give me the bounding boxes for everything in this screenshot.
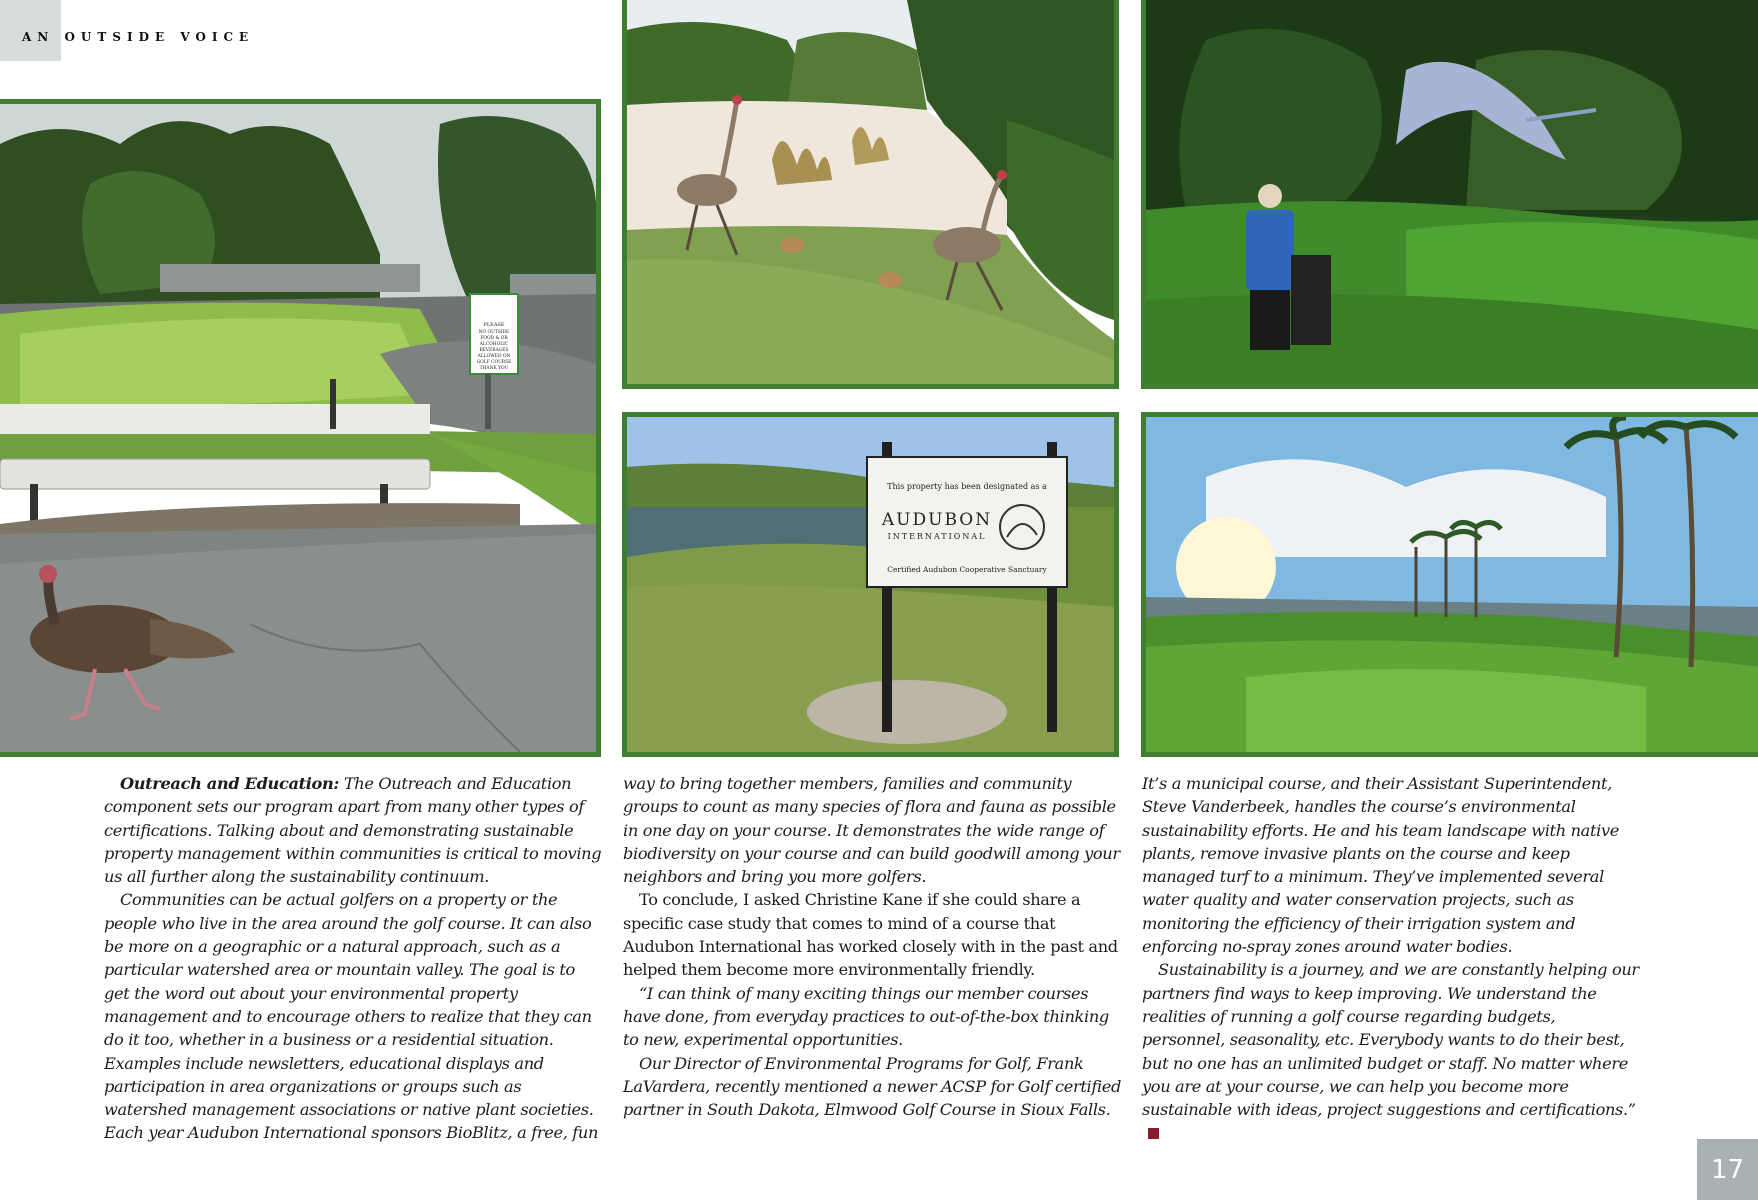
quote-paragraph-1: “I can think of many exciting things our member courses have done, from everyday practices to out-of-the-box thinking to new, experimental opportunities. — [623, 983, 1109, 1050]
sustainability-text: Sustainability is a journey, and we are constantly helping our partners find ways to keep improving. We understand the realities of running a golf course regarding budgets, personnel, seasonality, etc. Everybody wants to do their best, but no one has an unlimited budget or staff. No matter where you are at your course, we can help you become more sustainable with ideas, project suggestions and certifications.” — [1142, 960, 1639, 1120]
sign-line-4: ALCOHOLIC — [479, 342, 509, 347]
page-number: 17 — [1697, 1139, 1758, 1200]
conclusion-paragraph: To conclude, I asked Christine Kane if she could share a specific case study that comes to mind of a course that Audubon International has worked closely with in the past and helped them become more environmentally friendly. — [623, 890, 1118, 980]
sign-line-5: BEVERAGES — [479, 348, 509, 353]
square-end-mark-icon — [1148, 1128, 1159, 1139]
audubon-sign-line-1: This property has been designated as a — [887, 482, 1047, 491]
sign-line-2: NO OUTSIDE — [478, 330, 510, 335]
audubon-sign-photo — [622, 412, 1119, 757]
outreach-paragraph — [104, 772, 604, 888]
communities-paragraph: Communities can be actual golfers on a property or the people who live in the area around the golf course. It can also be more on a geographic or a natural approach, such as a particular watershed area or mountain valley. The goal is to get the word out about your environmental property management and to encourage others to realize that they can do it too, whether in a business or a residential situation. Examples include newsletters, educational displays and participation in area organizations or groups such as watershed management associations or native plant societies. Each year Audubon International sponsors BioBlitz, a free, fun — [104, 890, 599, 1143]
turkey-putting-green-photo — [0, 99, 601, 757]
sandhill-cranes-photo — [622, 0, 1119, 389]
article-column-2 — [623, 772, 1123, 1121]
sign-line-7: GOLF COURSE — [476, 360, 512, 365]
elmwood-paragraph: It’s a municipal course, and their Assistant Superintendent, Steve Vanderbeek, handles the course’s environmental sustainability efforts. He and his team landscape with native plants, remove invasive plants on the course and keep managed turf to a minimum. They’ve implemented several water quality and water conservation projects, such as monitoring the efficiency of their irrigation system and enforcing no-spray zones around water bodies. — [1142, 774, 1619, 957]
bioblitz-paragraph: way to bring together members, families and community groups to count as many species of flora and fauna as possible in one day on your course. It demonstrates the wide range of biodiversity on your course and can build goodwill among your neighbors and bring you more golfers. — [623, 774, 1120, 887]
palm-course-photo — [1141, 412, 1758, 757]
sign-line-8: THANK YOU — [479, 366, 509, 371]
audubon-sign-line-3: Certified Audubon Cooperative Sanctuary — [887, 565, 1047, 574]
sustainability-paragraph — [1142, 958, 1642, 1144]
section-label: AN OUTSIDE VOICE — [22, 30, 255, 44]
sign-line-6: ALLOWED ON — [477, 354, 511, 359]
audubon-sign-brand-1: AUDUBON — [881, 510, 993, 530]
quote-paragraph-2: Our Director of Environmental Programs for Golf, Frank LaVardera, recently mentioned a newer ACSP for Golf certified partner in South Dakota, Elmwood Golf Course in Sioux Falls. — [623, 1053, 1122, 1120]
sign-line-1: PLEASE — [483, 322, 505, 328]
sign-line-3: FOOD & OR — [480, 336, 508, 341]
golfer-heron-photo — [1141, 0, 1758, 389]
outreach-lead: Outreach and Education: — [120, 774, 340, 793]
outreach-text: The Outreach and Education component sets our program apart from many other types of certifications. Talking about and demonstrating sustainable property management within communities is critical to moving us all further along the sustainability continuum. — [104, 774, 602, 887]
audubon-sign-brand-2: INTERNATIONAL — [887, 532, 987, 541]
article-column-3 — [1142, 772, 1642, 1145]
article-column-1 — [104, 772, 604, 1145]
